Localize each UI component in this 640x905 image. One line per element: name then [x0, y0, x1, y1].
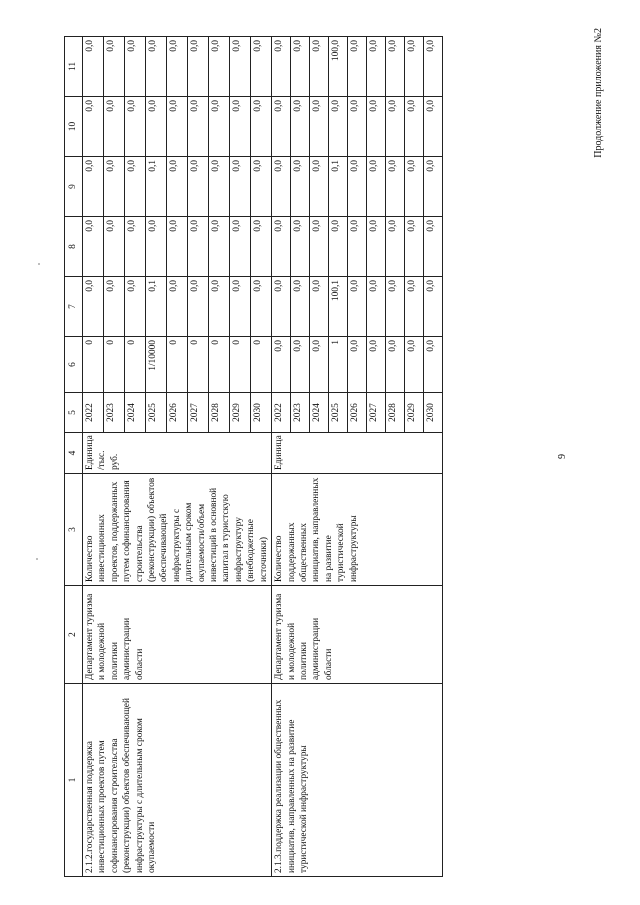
year-cell: 2029: [230, 393, 251, 433]
value-cell-c8: 0,0: [209, 217, 230, 277]
value-cell-c8: 0,0: [251, 217, 272, 277]
year-cell: 2022: [83, 393, 104, 433]
year-cell: 2025: [146, 393, 167, 433]
year-cell: 2030: [251, 393, 272, 433]
value-cell-c8: 0,0: [386, 217, 405, 277]
column-header: 4: [65, 433, 83, 474]
year-cell: 2023: [104, 393, 125, 433]
year-cell: 2028: [209, 393, 230, 433]
value-cell-c11: 0,0: [83, 37, 104, 97]
value-cell-c9: 0,0: [251, 157, 272, 217]
value-cell-c10: 0,0: [83, 97, 104, 157]
value-cell-c6: 0,0: [424, 337, 443, 393]
value-cell-c10: 0,0: [125, 97, 146, 157]
value-cell-c8: 0,0: [104, 217, 125, 277]
year-cell: 2026: [348, 393, 367, 433]
column-header: 7: [65, 277, 83, 337]
column-header: 6: [65, 337, 83, 393]
year-cell: 2028: [386, 393, 405, 433]
value-cell-c9: 0,0: [291, 157, 310, 217]
program-indicators-table: [64, 36, 443, 877]
value-cell-c7: 0,1: [146, 277, 167, 337]
value-cell-c7: 0,0: [230, 277, 251, 337]
value-cell-c8: 0,0: [83, 217, 104, 277]
value-cell-c6: 0: [83, 337, 104, 393]
year-cell: 2025: [329, 393, 348, 433]
value-cell-c11: 0,0: [251, 37, 272, 97]
value-cell-c8: 0,0: [405, 217, 424, 277]
value-cell-c8: 0,0: [291, 217, 310, 277]
year-cell: 2024: [125, 393, 146, 433]
value-cell-c8: 0,0: [125, 217, 146, 277]
value-cell-c8: 0,0: [329, 217, 348, 277]
value-cell-c8: 0,0: [272, 217, 291, 277]
year-cell: 2023: [291, 393, 310, 433]
value-cell-c11: 0,0: [209, 37, 230, 97]
year-cell: 2022: [272, 393, 291, 433]
indicator-cell: Количество инвестиционных проектов, поддержанных путем софинансирования строительства (реконструкции) объектов обеспечивающей инфраструктуры с длительным сроком окупаемости/объем инвестиций в основной капитал в туристскую инфраструктуру (внебюджетные источники): [83, 474, 272, 586]
value-cell-c8: 0,0: [146, 217, 167, 277]
measure-name-cell: 2.1.2.государственная поддержка инвестиционных проектов путем софинансирования строительства (реконструкции) объектов обеспечивающей инфраструктуры с длительным сроком окупаемости: [83, 684, 272, 877]
table-row: [83, 37, 104, 877]
value-cell-c11: 0,0: [167, 37, 188, 97]
value-cell-c10: 0,0: [188, 97, 209, 157]
appendix-caption: Продолжение приложения №2: [593, 28, 604, 158]
value-cell-c11: 0,0: [291, 37, 310, 97]
value-cell-c9: 0,0: [125, 157, 146, 217]
table-header-row: [65, 37, 83, 877]
value-cell-c8: 0,0: [310, 217, 329, 277]
department-cell: Департамент туризма и молодежной политики администрации области: [272, 586, 443, 684]
value-cell-c8: 0,0: [348, 217, 367, 277]
value-cell-c11: 0,0: [348, 37, 367, 97]
value-cell-c9: 0,0: [386, 157, 405, 217]
value-cell-c10: 0,0: [424, 97, 443, 157]
value-cell-c11: 0,0: [230, 37, 251, 97]
value-cell-c10: 0,0: [405, 97, 424, 157]
value-cell-c6: 0: [209, 337, 230, 393]
value-cell-c10: 0,0: [251, 97, 272, 157]
value-cell-c11: 0,0: [104, 37, 125, 97]
value-cell-c9: 0,0: [348, 157, 367, 217]
value-cell-c9: 0,0: [310, 157, 329, 217]
value-cell-c9: 0,0: [405, 157, 424, 217]
value-cell-c6: 1: [329, 337, 348, 393]
value-cell-c9: 0,1: [329, 157, 348, 217]
value-cell-c10: 0,0: [167, 97, 188, 157]
value-cell-c7: 0,0: [367, 277, 386, 337]
value-cell-c6: 0: [125, 337, 146, 393]
value-cell-c11: 0,0: [310, 37, 329, 97]
value-cell-c10: 0,0: [291, 97, 310, 157]
value-cell-c9: 0,1: [146, 157, 167, 217]
value-cell-c11: 0,0: [367, 37, 386, 97]
value-cell-c8: 0,0: [230, 217, 251, 277]
value-cell-c10: 0,0: [329, 97, 348, 157]
value-cell-c7: 0,0: [104, 277, 125, 337]
value-cell-c7: 0,0: [386, 277, 405, 337]
value-cell-c7: 100,1: [329, 277, 348, 337]
value-cell-c7: 0,0: [209, 277, 230, 337]
value-cell-c11: 0,0: [125, 37, 146, 97]
value-cell-c11: 0,0: [405, 37, 424, 97]
table-body: [83, 37, 443, 877]
department-cell: Департамент туризма и молодежной политики администрации области: [83, 586, 272, 684]
value-cell-c8: 0,0: [188, 217, 209, 277]
value-cell-c6: 0,0: [348, 337, 367, 393]
value-cell-c7: 0,0: [125, 277, 146, 337]
value-cell-c7: 0,0: [272, 277, 291, 337]
value-cell-c7: 0,0: [424, 277, 443, 337]
value-cell-c11: 0,0: [272, 37, 291, 97]
value-cell-c6: 1/10000: [146, 337, 167, 393]
value-cell-c8: 0,0: [367, 217, 386, 277]
value-cell-c10: 0,0: [367, 97, 386, 157]
measure-name-cell: 2.1.3.поддержка реализации общественных инициатив, направленных на развитие туристической инфраструктуры: [272, 684, 443, 877]
column-header: 10: [65, 97, 83, 157]
value-cell-c10: 0,0: [146, 97, 167, 157]
column-header: 8: [65, 217, 83, 277]
value-cell-c11: 0,0: [386, 37, 405, 97]
value-cell-c9: 0,0: [424, 157, 443, 217]
value-cell-c10: 0,0: [310, 97, 329, 157]
value-cell-c11: 0,0: [188, 37, 209, 97]
page-number: 9: [557, 454, 568, 459]
column-header: 5: [65, 393, 83, 433]
value-cell-c11: 0,0: [146, 37, 167, 97]
year-cell: 2030: [424, 393, 443, 433]
value-cell-c6: 0,0: [367, 337, 386, 393]
value-cell-c11: 0,0: [424, 37, 443, 97]
value-cell-c10: 0,0: [348, 97, 367, 157]
column-header: 11: [65, 37, 83, 97]
year-cell: 2024: [310, 393, 329, 433]
value-cell-c10: 0,0: [230, 97, 251, 157]
value-cell-c7: 0,0: [291, 277, 310, 337]
year-cell: 2026: [167, 393, 188, 433]
indicator-cell: Количество поддержанных общественных инициатив, направленных на развитие туристической инфраструктуры: [272, 474, 443, 586]
value-cell-c7: 0,0: [405, 277, 424, 337]
value-cell-c8: 0,0: [167, 217, 188, 277]
value-cell-c7: 0,0: [348, 277, 367, 337]
value-cell-c10: 0,0: [386, 97, 405, 157]
value-cell-c6: 0,0: [405, 337, 424, 393]
value-cell-c6: 0,0: [272, 337, 291, 393]
table-row: [272, 37, 291, 877]
value-cell-c6: 0: [230, 337, 251, 393]
column-header: 1: [65, 684, 83, 877]
value-cell-c11: 100,0: [329, 37, 348, 97]
value-cell-c6: 0,0: [310, 337, 329, 393]
value-cell-c10: 0,0: [209, 97, 230, 157]
value-cell-c7: 0,0: [167, 277, 188, 337]
value-cell-c7: 0,0: [188, 277, 209, 337]
value-cell-c6: 0: [251, 337, 272, 393]
value-cell-c6: 0: [104, 337, 125, 393]
value-cell-c9: 0,0: [83, 157, 104, 217]
value-cell-c10: 0,0: [272, 97, 291, 157]
unit-cell: Единица: [272, 433, 443, 474]
value-cell-c9: 0,0: [104, 157, 125, 217]
value-cell-c9: 0,0: [367, 157, 386, 217]
column-header: 3: [65, 474, 83, 586]
value-cell-c10: 0,0: [104, 97, 125, 157]
column-header: 2: [65, 586, 83, 684]
value-cell-c8: 0,0: [424, 217, 443, 277]
column-header: 9: [65, 157, 83, 217]
value-cell-c7: 0,0: [310, 277, 329, 337]
value-cell-c9: 0,0: [230, 157, 251, 217]
year-cell: 2029: [405, 393, 424, 433]
year-cell: 2027: [188, 393, 209, 433]
value-cell-c6: 0,0: [291, 337, 310, 393]
unit-cell: Единица /тыс. руб.: [83, 433, 272, 474]
year-cell: 2027: [367, 393, 386, 433]
value-cell-c9: 0,0: [167, 157, 188, 217]
value-cell-c9: 0,0: [188, 157, 209, 217]
value-cell-c6: 0: [188, 337, 209, 393]
scan-speck: [38, 263, 40, 265]
value-cell-c6: 0,0: [386, 337, 405, 393]
value-cell-c7: 0,0: [83, 277, 104, 337]
value-cell-c9: 0,0: [209, 157, 230, 217]
value-cell-c6: 0: [167, 337, 188, 393]
value-cell-c7: 0,0: [251, 277, 272, 337]
value-cell-c9: 0,0: [272, 157, 291, 217]
scan-speck: [36, 558, 38, 560]
